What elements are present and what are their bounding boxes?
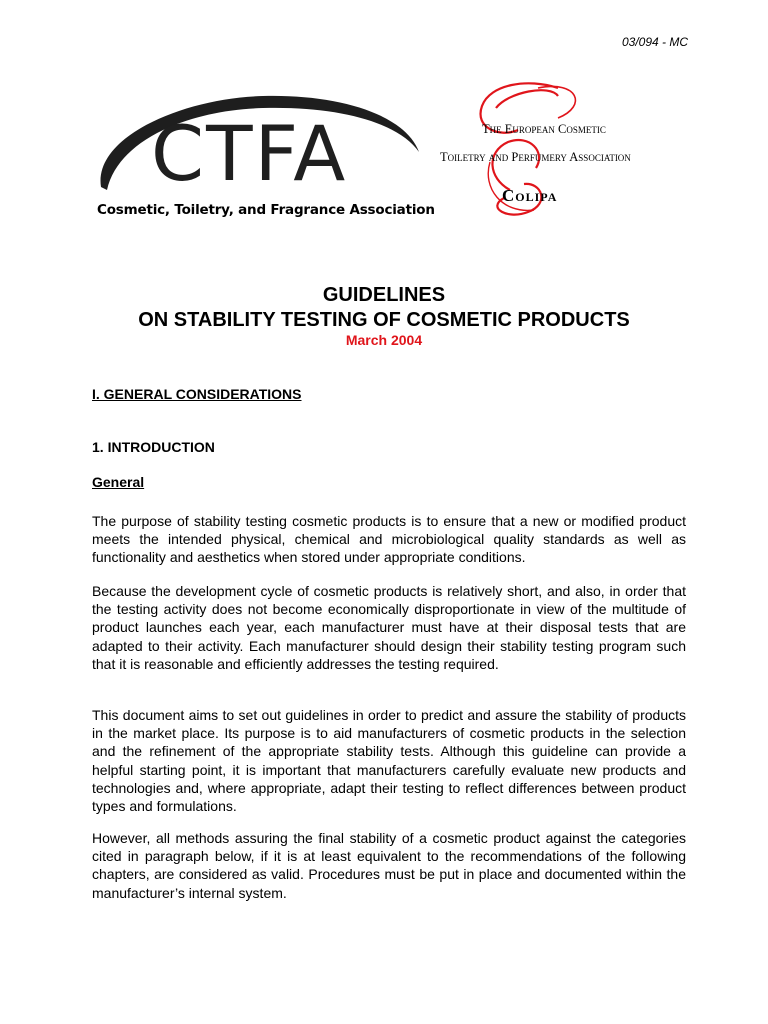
colipa-logo (438, 78, 688, 220)
document-title-line-2: ON STABILITY TESTING OF COSMETIC PRODUCTS (138, 309, 630, 331)
document-title-line-1: GUIDELINES (322, 284, 446, 306)
document-reference: 03/094 - MC (621, 35, 688, 49)
paragraph-2: Because the development cycle of cosmetic products is relatively short, and also, in order that the testing activity does not become economically disproportionate in view of the multitude of product launches each year, each manufacturer must have at their disposal tests that are adapted to their activity. Each manufacturer should design their stability testing program such that it is reasonable and efficiently addresses the testing required. (92, 583, 686, 672)
ctfa-logo (93, 92, 435, 224)
section-heading: I. GENERAL CONSIDERATIONS (92, 386, 302, 402)
document-date: March 2004 (345, 332, 423, 348)
colipa-swirl-icon (438, 78, 688, 220)
colipa-name: Colipa (502, 186, 558, 205)
colipa-line-1: The European Cosmetic (482, 122, 606, 136)
paragraph-4: However, all methods assuring the final stability of a cosmetic product against the categories cited in paragraph below, if it is at least equivalent to the recommendations of the following chapters, are considered as valid. Procedures must be put in place and documented within the manufacturer’s internal system. (92, 830, 686, 901)
ctfa-tagline: Cosmetic, Toiletry, and Fragrance Association (97, 202, 435, 218)
paragraph-3: This document aims to set out guidelines in order to predict and assure the stability of products in the market place. Its purpose is to aid manufacturers of cosmetic products in the selection and the refinement of the appropriate stability tests. Although this guideline can provide a helpful starting point, it is important that manufacturers carefully evaluate new products and technologies and, where appropriate, adapt their testing to reflect differences between product types and formulations. (92, 707, 686, 815)
colipa-line-2: Toiletry and Perfumery Association (440, 150, 631, 164)
ctfa-wordmark: CTFA (151, 109, 348, 198)
subheading-general: General (92, 474, 145, 490)
paragraph-1: The purpose of stability testing cosmetic products is to ensure that a new or modified product meets the intended physical, chemical and microbiological quality standards as well as functionality and aesthetics when stored under appropriate conditions. (92, 513, 686, 566)
subsection-heading: 1. INTRODUCTION (92, 439, 215, 455)
